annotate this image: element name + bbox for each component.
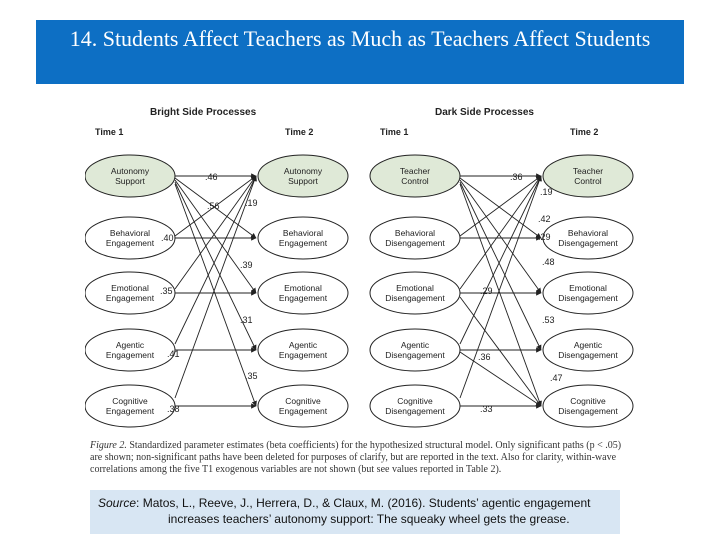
dark-cross-path — [460, 176, 541, 344]
structural-model-figure — [85, 98, 635, 488]
bright-t2-node — [258, 272, 348, 314]
svg-text:Engagement: Engagement — [105, 293, 155, 303]
dark-t2-node — [543, 217, 633, 259]
svg-text:Engagement: Engagement — [105, 406, 155, 416]
svg-text:Agentic: Agentic — [288, 340, 318, 350]
svg-text:Engagement: Engagement — [278, 238, 328, 248]
svg-text:Engagement: Engagement — [278, 406, 328, 416]
svg-text:Agentic: Agentic — [400, 340, 430, 350]
figure-caption — [90, 440, 635, 476]
bright-cross-path — [175, 184, 256, 406]
svg-text:Cognitive: Cognitive — [285, 396, 321, 406]
structural-model-diagram — [85, 98, 635, 443]
dark-cross-path — [460, 176, 541, 236]
dark-time1-label: Time 1 — [380, 127, 409, 137]
svg-text:Engagement: Engagement — [278, 293, 328, 303]
dark-path-coefficient: .53 — [542, 315, 555, 325]
svg-text:Teacher: Teacher — [399, 166, 431, 176]
dark-path-coefficient: .42 — [538, 214, 551, 224]
dark-path-coefficient: .36 — [478, 352, 491, 362]
bright-t2-node — [258, 217, 348, 259]
dark-path-coefficient: .19 — [540, 187, 553, 197]
svg-text:Behavioral: Behavioral — [282, 228, 324, 238]
dark-t1-node — [370, 329, 460, 371]
svg-text:Teacher: Teacher — [572, 166, 604, 176]
dark-t2-node — [543, 329, 633, 371]
bright-path-coefficient: .41 — [167, 349, 180, 359]
source-line-2: increases teachers’ autonomy support: The squeaky wheel gets the grease. — [168, 512, 570, 526]
svg-text:Disengagement: Disengagement — [558, 238, 618, 248]
svg-text:Control: Control — [401, 176, 429, 186]
dark-cross-path — [460, 176, 541, 289]
dark-path-coefficient: .36 — [510, 172, 523, 182]
bright-t1-node — [85, 385, 175, 427]
svg-text:Disengagement: Disengagement — [558, 350, 618, 360]
dark-t1-node — [370, 272, 460, 314]
dark-panel-heading: Dark Side Processes — [435, 107, 534, 118]
svg-text:Autonomy: Autonomy — [110, 166, 150, 176]
dark-t2-node — [543, 155, 633, 197]
svg-text:Support: Support — [115, 176, 145, 186]
bright-path-coefficient: .56 — [207, 201, 220, 211]
svg-text:Disengagement: Disengagement — [558, 293, 618, 303]
bright-cross-path — [175, 180, 256, 293]
bright-path-coefficient: .38 — [167, 404, 180, 414]
svg-text:Disengagement: Disengagement — [385, 238, 445, 248]
bright-cross-path — [175, 176, 256, 289]
svg-text:Cognitive: Cognitive — [570, 396, 606, 406]
svg-text:Behavioral: Behavioral — [109, 228, 151, 238]
svg-text:Behavioral: Behavioral — [567, 228, 609, 238]
svg-text:Disengagement: Disengagement — [558, 406, 618, 416]
dark-t2-node — [543, 272, 633, 314]
dark-path-coefficient: .47 — [550, 373, 563, 383]
svg-text:Support: Support — [288, 176, 318, 186]
dark-t1-node — [370, 217, 460, 259]
dark-path-coefficient: .29 — [480, 286, 493, 296]
source-line-1: : Matos, L., Reeve, J., Herrera, D., & Claux, M. (2016). Students’ agentic engagement — [136, 496, 591, 510]
caption-text: Standardized parameter estimates (beta coefficients) for the hypothesized structural model. Only significant paths (p < .05) are shown; non-significant paths have been deleted for purposes of clarify, but are reported in the text. Also for clarity, within-wave correlations among the five T1 exogenous variables are not shown (but see values reported in Table 2). — [90, 440, 622, 475]
svg-text:Autonomy: Autonomy — [283, 166, 323, 176]
bright-time2-label: Time 2 — [285, 127, 314, 137]
svg-text:Engagement: Engagement — [105, 238, 155, 248]
dark-t2-node — [543, 385, 633, 427]
svg-text:Control: Control — [574, 176, 602, 186]
bright-time1-label: Time 1 — [95, 127, 124, 137]
bright-t2-node — [258, 329, 348, 371]
svg-text:Disengagement: Disengagement — [385, 293, 445, 303]
svg-text:Disengagement: Disengagement — [385, 406, 445, 416]
bright-path-coefficient: .39 — [240, 260, 253, 270]
svg-text:Emotional: Emotional — [111, 283, 149, 293]
bright-panel-heading: Bright Side Processes — [150, 107, 257, 118]
dark-path-coefficient: .33 — [480, 404, 493, 414]
dark-t1-node — [370, 385, 460, 427]
bright-t2-node — [258, 385, 348, 427]
source-label: Source — [98, 496, 137, 510]
svg-text:Emotional: Emotional — [396, 283, 434, 293]
bright-t1-node — [85, 155, 175, 197]
svg-text:Engagement: Engagement — [105, 350, 155, 360]
slide-title: 14. Students Affect Teachers as Much as Teachers Affect Students — [36, 20, 684, 84]
dark-t1-node — [370, 155, 460, 197]
dark-cross-path — [460, 182, 541, 350]
svg-text:Emotional: Emotional — [569, 283, 607, 293]
svg-text:Agentic: Agentic — [573, 340, 603, 350]
bright-path-coefficient: .31 — [240, 315, 253, 325]
bright-path-coefficient: .35 — [160, 286, 173, 296]
bright-t1-node — [85, 329, 175, 371]
bright-path-coefficient: .40 — [161, 233, 174, 243]
svg-text:Agentic: Agentic — [115, 340, 145, 350]
dark-cross-path — [460, 176, 541, 398]
svg-text:Behavioral: Behavioral — [394, 228, 436, 238]
svg-text:Disengagement: Disengagement — [385, 350, 445, 360]
svg-text:Cognitive: Cognitive — [397, 396, 433, 406]
svg-text:Engagement: Engagement — [278, 350, 328, 360]
dark-cross-path — [460, 297, 541, 406]
svg-text:Cognitive: Cognitive — [112, 396, 148, 406]
bright-path-coefficient: .19 — [245, 198, 258, 208]
dark-cross-path — [460, 184, 541, 406]
caption-label: Figure 2. — [90, 440, 127, 451]
dark-path-coefficient: .29 — [538, 232, 551, 242]
dark-path-coefficient: .48 — [542, 257, 555, 267]
svg-text:Emotional: Emotional — [284, 283, 322, 293]
source-citation — [90, 490, 620, 534]
dark-cross-path — [460, 180, 541, 293]
dark-time2-label: Time 2 — [570, 127, 599, 137]
bright-path-coefficient: .46 — [205, 172, 218, 182]
bright-path-coefficient: .35 — [245, 371, 258, 381]
bright-t2-node — [258, 155, 348, 197]
dark-cross-path — [460, 352, 541, 406]
